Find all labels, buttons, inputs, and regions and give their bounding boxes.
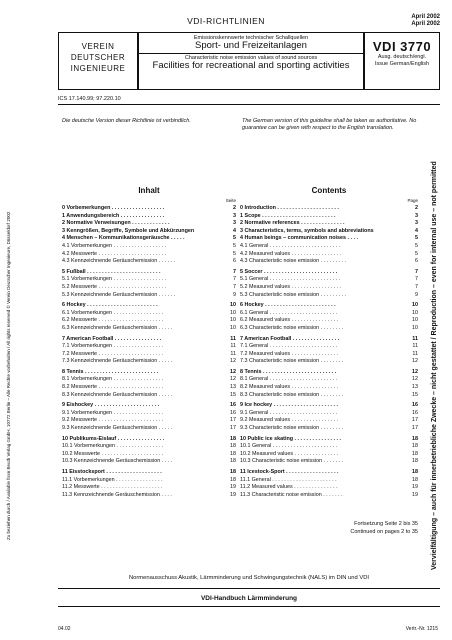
toc-entry[interactable] — [62, 458, 236, 466]
toc-entry-page: 18 — [230, 469, 236, 475]
vdi-name — [59, 33, 137, 74]
toc-entry-title: 11 Eisstocksport . . . . . . . . . . . . . . . . . . . — [62, 469, 162, 475]
toc-entry-page: 18 — [230, 435, 236, 442]
issue-date-de: April 2002 — [411, 14, 440, 20]
title-box — [138, 32, 364, 90]
continuation-en: Continued on pages 2 to 35 — [350, 529, 418, 535]
toc-entry-title: 2 Normative references . . . . . . . . . . . . . . . — [240, 220, 345, 227]
toc-entry[interactable] — [62, 317, 236, 325]
toc-entry-title: 8.3 Characteristic noise emission . . . . . . . . — [240, 391, 344, 398]
copyright-sidebar — [6, 150, 14, 540]
toc-entry[interactable] — [240, 310, 418, 318]
toc-entry[interactable] — [240, 443, 418, 451]
toc-entry-page: 18 — [412, 476, 418, 483]
toc-entry-page: 11 — [412, 350, 418, 357]
toc-entry-title: 9.2 Messwerte . . . . . . . . . . . . . . . . . . . . . . — [62, 417, 163, 424]
reproduction-sidebar — [430, 70, 444, 570]
toc-entry[interactable] — [240, 220, 418, 228]
edition-en: Issue German/English — [374, 61, 430, 67]
toc-entry-title: 7.1 Vorbemerkungen . . . . . . . . . . . . . . . . . — [62, 343, 163, 350]
issue-date-en: April 2002 — [411, 21, 440, 27]
toc-entry-page: 12 — [412, 376, 418, 383]
toc-entry[interactable] — [240, 292, 418, 300]
binding-note-en: The German version of this guideline shall be taken as authoritative. No guarantee can be given with respect to the English translation. — [242, 118, 417, 131]
toc-entry-title: 8 Tennis . . . . . . . . . . . . . . . . . . . . . . . . . — [62, 368, 159, 375]
toc-entry[interactable] — [240, 336, 418, 344]
toc-entry-title: 7.2 Messwerte . . . . . . . . . . . . . . . . . . . . . . — [62, 350, 163, 357]
toc-entry-page: 11 — [230, 350, 236, 357]
toc-entry[interactable] — [240, 384, 418, 392]
toc-entry[interactable] — [62, 343, 236, 351]
toc-entry-page: 10 — [230, 317, 236, 324]
toc-entry[interactable] — [62, 384, 236, 392]
toc-entry-page: 18 — [230, 443, 236, 450]
toc-entry-page: 6 — [415, 258, 418, 265]
toc-entry[interactable] — [62, 351, 236, 359]
toc-entry[interactable] — [240, 302, 418, 310]
toc-entry[interactable] — [240, 325, 418, 333]
toc-entry-page: 2 — [415, 205, 418, 211]
toc-entry[interactable] — [62, 469, 236, 477]
toc-entry[interactable] — [62, 492, 236, 500]
reproduction-text: Vervielfältigung – auch für innerbetriebliche Zwecke – nicht gestattet / Reproduction – even for internal use – not permitted — [431, 161, 438, 570]
toc-entry-title: 3 Characteristics, terms, symbols and abbreviations — [240, 227, 374, 234]
toc-entry[interactable] — [240, 235, 418, 243]
toc-entry-title: 9.1 General . . . . . . . . . . . . . . . . . . . . . . . — [240, 409, 338, 416]
toc-entry-title: 8.1 Vorbemerkungen . . . . . . . . . . . . . . . . . — [62, 376, 163, 383]
toc-entry-title: 9.2 Measured values . . . . . . . . . . . . . . . . — [240, 417, 338, 424]
toc-entry[interactable] — [240, 436, 418, 444]
issue-code: 04.02 — [58, 626, 71, 632]
toc-entry-page: 13 — [230, 384, 236, 391]
toc-entry-title: 10.2 Messwerte . . . . . . . . . . . . . . . . . . . . . — [62, 450, 163, 457]
toc-entry-page: 11 — [412, 343, 418, 350]
toc-entry-page: 9 — [233, 291, 236, 298]
toc-entry-page: 5 — [415, 250, 418, 257]
toc-entry-title: 6.2 Messwerte . . . . . . . . . . . . . . . . . . . . . . — [62, 317, 163, 324]
toc-entry-page: 4 — [233, 227, 236, 234]
toc-entry-title: 6.2 Measured values . . . . . . . . . . . . . . . . — [240, 317, 338, 324]
toc-entry[interactable] — [240, 243, 418, 251]
toc-entry-page: 16 — [230, 402, 236, 409]
page-label-de: Seite — [225, 198, 236, 203]
toc-entry[interactable] — [62, 243, 236, 251]
toc-entry-title: 4.1 General . . . . . . . . . . . . . . . . . . . . . . . . — [240, 242, 341, 249]
toc-entry-page: 12 — [230, 376, 236, 383]
vdi-name-line: INGENIEURE — [70, 64, 126, 73]
toc-entry-page: 10 — [412, 302, 418, 309]
toc-entry-title: 2 Normative Verweisungen . . . . . . . . . . . . . — [62, 220, 170, 227]
continuation-de: Fortsetzung Seite 2 bis 35 — [354, 521, 418, 527]
toc-entry[interactable] — [62, 228, 236, 236]
toc-entry[interactable] — [62, 484, 236, 492]
toc-heading-de: Inhalt — [138, 186, 160, 195]
toc-entry[interactable] — [62, 220, 236, 228]
toc-entry[interactable] — [62, 213, 236, 221]
toc-entry-page: 18 — [230, 458, 236, 465]
toc-entry-title: 10.1 Vorbemerkungen . . . . . . . . . . . . . . . . — [62, 443, 163, 450]
toc-entry-page: 15 — [230, 391, 236, 398]
toc-entry[interactable] — [62, 376, 236, 384]
toc-entry-title: 5.1 Vorbemerkungen . . . . . . . . . . . . . . . . . . — [62, 276, 166, 283]
guideline-number-box — [364, 32, 440, 90]
page-label-en: Page — [407, 198, 418, 203]
toc-entry-page: 7 — [415, 268, 418, 275]
toc-entry-title: 4 Human beings – communication noises . . . . — [240, 235, 359, 242]
toc-entry[interactable] — [240, 343, 418, 351]
toc-entry-page: 13 — [412, 384, 418, 391]
toc-entry-title: 9.1 Vorbemerkungen . . . . . . . . . . . . . . . . . — [62, 409, 163, 416]
toc-entry-page: 19 — [230, 484, 236, 491]
toc-entry[interactable] — [62, 369, 236, 377]
ics-code: ICS 17.140.99; 97.220.10 — [58, 96, 121, 102]
toc-entry-title: 6.1 General . . . . . . . . . . . . . . . . . . . . . . . — [240, 309, 338, 316]
toc-entry-title: 11.2 Messwerte . . . . . . . . . . . . . . . . . . . . . — [62, 484, 163, 491]
title-en: Facilities for recreational and sporting activities — [152, 60, 350, 71]
toc-entry[interactable] — [240, 417, 418, 425]
toc-entry-title: 11.1 Vorbemerkungen . . . . . . . . . . . . . . . . — [62, 476, 163, 483]
toc-entry-title: 7 American Football . . . . . . . . . . . . . . . . — [240, 335, 340, 342]
toc-entry-title: 11 Icestock-Sport . . . . . . . . . . . . . . . . . . — [240, 469, 339, 475]
toc-entry[interactable] — [240, 458, 418, 466]
toc-entry-title: 5.2 Measured values . . . . . . . . . . . . . . . . . — [240, 283, 341, 290]
toc-entry-title: 11.2 Measured values . . . . . . . . . . . . . . . — [240, 484, 338, 491]
toc-entry[interactable] — [62, 284, 236, 292]
toc-entry-page: 11 — [412, 335, 418, 342]
toc-entry-title: 9.3 Characteristic noise emission . . . . . . . . — [240, 425, 344, 432]
divider — [58, 606, 440, 607]
toc-entry-page: 5 — [415, 235, 418, 242]
toc-entry-title: 11.3 Kennzeichnende Geräuschemission . . . . — [62, 491, 172, 498]
toc-entry[interactable] — [62, 258, 236, 266]
toc-entry-title: 6.3 Kennzeichnende Geräuschemission . . . . . — [62, 324, 173, 331]
toc-entry-title: 1 Scope . . . . . . . . . . . . . . . . . . . . . . . . . — [240, 212, 336, 219]
toc-heading-en: Contents — [311, 186, 347, 195]
toc-entry[interactable] — [62, 425, 236, 433]
toc-entry-title: 8.3 Kennzeichnende Geräuschemission . . . . . — [62, 391, 173, 398]
toc-entry-page: 3 — [415, 220, 418, 227]
toc-entry-page: 18 — [412, 450, 418, 457]
toc-entry-page: 18 — [230, 450, 236, 457]
vdi-name-line: DEUTSCHER — [70, 53, 126, 62]
toc-entry-title: 10.1 General . . . . . . . . . . . . . . . . . . . . . . — [240, 443, 338, 450]
toc-entry-title: 10 Publikums-Eislauf . . . . . . . . . . . . . . . . — [62, 435, 165, 442]
toc-entry-page: 7 — [233, 283, 236, 290]
toc-entry-title: 5.3 Kennzeichnende Geräuschemission . . . . . . — [62, 291, 176, 298]
toc-entry[interactable] — [62, 443, 236, 451]
toc-entry[interactable] — [62, 292, 236, 300]
guideline-number: VDI 3770 — [372, 39, 432, 54]
toc-entry-title: 4.3 Characteristic noise emission . . . . . . . . . — [240, 258, 347, 265]
toc-entry[interactable] — [240, 258, 418, 266]
toc-entry[interactable] — [62, 477, 236, 485]
issue-date — [411, 14, 440, 28]
toc-entry[interactable] — [240, 410, 418, 418]
divider — [58, 104, 440, 105]
toc-entry-title: 11.1 General . . . . . . . . . . . . . . . . . . . . . . — [240, 476, 337, 483]
toc-entry-page: 4 — [415, 227, 418, 234]
toc-entry-title: 7.3 Characteristic noise emission . . . . . . . . — [240, 358, 344, 365]
toc-entry[interactable] — [240, 317, 418, 325]
toc-entry[interactable] — [240, 492, 418, 500]
toc-entry-title: 4 Menschen – Kommunikationsgeräusche . . . . . — [62, 235, 185, 242]
toc-entry[interactable] — [240, 392, 418, 400]
toc-entry-title: 8.1 General . . . . . . . . . . . . . . . . . . . . . . . — [240, 376, 338, 383]
toc-entry[interactable] — [62, 302, 236, 310]
toc-entry-title: 11.3 Characteristic noise emission . . . . . . . — [240, 491, 343, 498]
toc-entry-page: 16 — [230, 409, 236, 416]
toc-entry-title: 4.2 Measured values . . . . . . . . . . . . . . . . . — [240, 250, 341, 257]
toc-entry-page: 7 — [233, 268, 236, 275]
handbook-title: VDI-Handbuch Lärmminderung — [200, 595, 298, 602]
toc-entry-page: 10 — [230, 302, 236, 309]
toc-entry-page: 17 — [230, 425, 236, 432]
toc-entry-page: 12 — [412, 358, 418, 365]
toc-entry-title: 6 Hockey . . . . . . . . . . . . . . . . . . . . . . . . — [240, 302, 336, 309]
toc-entry[interactable] — [62, 310, 236, 318]
toc-entry-page: 16 — [412, 402, 418, 409]
series-title: VDI-RICHTLINIEN — [187, 16, 265, 26]
toc-entry-page: 11 — [230, 335, 236, 342]
toc-entry-title: 8 Tennis . . . . . . . . . . . . . . . . . . . . . . . . . — [240, 368, 337, 375]
toc-entry-page: 5 — [233, 250, 236, 257]
toc-entry[interactable] — [62, 417, 236, 425]
toc-entry-page: 17 — [230, 417, 236, 424]
toc-entry-page: 18 — [230, 476, 236, 483]
title-de: Sport- und Freizeitanlagen — [195, 40, 307, 51]
toc-entry[interactable] — [240, 369, 418, 377]
toc-entry[interactable] — [62, 392, 236, 400]
toc-entry-title: 7 American Football . . . . . . . . . . . . . . . . — [62, 335, 162, 342]
toc-entry[interactable] — [62, 251, 236, 259]
toc-list-de — [62, 205, 236, 499]
toc-entry[interactable] — [62, 325, 236, 333]
toc-entry-title: 8.2 Messwerte . . . . . . . . . . . . . . . . . . . . . . — [62, 384, 163, 391]
toc-entry-page: 19 — [412, 491, 418, 498]
toc-entry-title: 6.1 Vorbemerkungen . . . . . . . . . . . . . . . . . — [62, 309, 163, 316]
toc-entry-page: 10 — [412, 324, 418, 331]
edition-de: Ausg. deutsch/engl. — [377, 54, 427, 60]
toc-entry[interactable] — [62, 358, 236, 366]
toc-entry-page: 12 — [230, 368, 236, 375]
continuation-note — [240, 520, 418, 536]
toc-list-en — [240, 205, 418, 499]
toc-entry-title: 6.3 Characteristic noise emission . . . . . . . . — [240, 324, 344, 331]
toc-entry[interactable] — [240, 251, 418, 259]
toc-entry-title: 9 Ice hockey . . . . . . . . . . . . . . . . . . . . . . — [240, 402, 338, 409]
toc-entry-page: 9 — [415, 291, 418, 298]
toc-entry-page: 5 — [233, 242, 236, 249]
toc-entry-title: 1 Anwendungsbereich . . . . . . . . . . . . . . . — [62, 212, 165, 219]
toc-entry-title: 5 Soccer . . . . . . . . . . . . . . . . . . . . . . . . . — [240, 268, 338, 275]
toc-entry-title: 5.2 Messwerte . . . . . . . . . . . . . . . . . . . . . . . — [62, 283, 166, 290]
toc-entry[interactable] — [62, 402, 236, 410]
toc-entry-title: 5.1 General . . . . . . . . . . . . . . . . . . . . . . . . — [240, 276, 341, 283]
toc-entry-title: 10.3 Characteristic noise emission . . . . . . . — [240, 458, 344, 465]
toc-entry[interactable] — [240, 425, 418, 433]
toc-entry[interactable] — [62, 235, 236, 243]
toc-entry-page: 11 — [230, 343, 236, 350]
toc-entry-title: 5.3 Characteristic noise emission . . . . . . . . . — [240, 291, 347, 298]
toc-entry-page: 3 — [233, 212, 236, 219]
binding-note-de: Die deutsche Version dieser Richtlinie ist verbindlich. — [62, 118, 191, 124]
toc-entry-page: 3 — [233, 220, 236, 227]
toc-entry[interactable] — [62, 436, 236, 444]
toc-entry[interactable] — [240, 451, 418, 459]
toc-entry-page: 15 — [412, 391, 418, 398]
toc-entry-page: 18 — [412, 443, 418, 450]
copyright-text: Zu beziehen durch / Available from Beuth Verlag GmbH, 10772 Berlin – Alle Rechte vorbehalten / All rights reserved © Verein Deutscher Ingenieure, Düsseldorf 2002 — [6, 211, 11, 540]
toc-entry-page: 5 — [415, 242, 418, 249]
toc-entry[interactable] — [240, 213, 418, 221]
distribution-number: Vertr.-Nr. 1215 — [405, 626, 438, 632]
toc-entry-title: 5 Fußball . . . . . . . . . . . . . . . . . . . . . . . . . — [62, 268, 161, 275]
toc-entry[interactable] — [240, 402, 418, 410]
subtitle-en: Characteristic noise emission values of sound sources — [139, 53, 363, 61]
toc-entry[interactable] — [240, 269, 418, 277]
toc-entry-title: 9 Eishockey . . . . . . . . . . . . . . . . . . . . . . — [62, 402, 160, 409]
toc-entry-page: 10 — [412, 317, 418, 324]
toc-entry-page: 7 — [415, 276, 418, 283]
toc-entry-page: 12 — [412, 368, 418, 375]
toc-entry-title: 10.3 Kennzeichnende Geräuschemission . . . . — [62, 458, 173, 465]
vdi-logo-box — [58, 32, 138, 90]
toc-entry[interactable] — [240, 484, 418, 492]
standards-committee: Normenausschuss Akustik, Lärmminderung und Schwingungstechnik (NALS) im DIN und VDI — [128, 575, 370, 581]
subtitle-de: Emissionskennwerte technischer Schallquellen — [193, 35, 309, 41]
toc-entry-page: 18 — [412, 458, 418, 465]
toc-entry-page: 18 — [412, 469, 418, 475]
toc-entry[interactable] — [240, 351, 418, 359]
toc-entry[interactable] — [62, 205, 236, 213]
toc-entry-title: 0 Introduction . . . . . . . . . . . . . . . . . . . . . — [240, 205, 339, 211]
toc-entry[interactable] — [240, 469, 418, 477]
toc-entry-title: 7.2 Measured values . . . . . . . . . . . . . . . . — [240, 350, 338, 357]
toc-entry[interactable] — [62, 276, 236, 284]
toc-entry-page: 12 — [230, 358, 236, 365]
toc-entry-title: 10 Public ice skating . . . . . . . . . . . . . . . . — [240, 435, 341, 442]
toc-entry[interactable] — [240, 276, 418, 284]
toc-entry-page: 10 — [230, 309, 236, 316]
toc-entry-page: 17 — [412, 425, 418, 432]
toc-entry-page: 18 — [412, 435, 418, 442]
toc-entry[interactable] — [240, 228, 418, 236]
toc-entry-page: 3 — [415, 212, 418, 219]
toc-entry-title: 6 Hockey . . . . . . . . . . . . . . . . . . . . . . . . — [62, 302, 158, 309]
toc-entry-title: 7.3 Kennzeichnende Geräuschemission . . . . . — [62, 358, 173, 365]
toc-entry[interactable] — [62, 410, 236, 418]
divider — [58, 588, 440, 589]
toc-entry[interactable] — [240, 284, 418, 292]
toc-entry-title: 4.2 Messwerte . . . . . . . . . . . . . . . . . . . . . . . — [62, 250, 166, 257]
toc-entry-title: 4.3 Kennzeichnende Geräuschemission . . . . . . — [62, 258, 176, 265]
toc-entry[interactable] — [240, 205, 418, 213]
toc-entry-page: 17 — [412, 417, 418, 424]
toc-entry-page: 19 — [412, 484, 418, 491]
toc-entry-title: 8.2 Measured values . . . . . . . . . . . . . . . . — [240, 384, 338, 391]
toc-entry-title: 10.2 Measured values . . . . . . . . . . . . . . . — [240, 450, 338, 457]
vdi-name-line: VEREIN — [81, 42, 115, 51]
toc-entry-title: 4.1 Vorbemerkungen . . . . . . . . . . . . . . . . . . — [62, 242, 166, 249]
toc-entry-title: 9.3 Kennzeichnende Geräuschemission . . . . . — [62, 425, 173, 432]
toc-entry-page: 10 — [412, 309, 418, 316]
toc-entry[interactable] — [240, 376, 418, 384]
toc-entry-page: 16 — [412, 409, 418, 416]
toc-entry-page: 6 — [233, 258, 236, 265]
toc-entry-page: 10 — [230, 324, 236, 331]
toc-entry-title: 7.1 General . . . . . . . . . . . . . . . . . . . . . . . — [240, 343, 338, 350]
toc-entry[interactable] — [62, 269, 236, 277]
toc-entry[interactable] — [62, 451, 236, 459]
toc-entry-page: 7 — [233, 276, 236, 283]
toc-entry-title: 0 Vorbemerkungen . . . . . . . . . . . . . . . . . . — [62, 205, 165, 211]
toc-entry-title: 3 Kenngrößen, Begriffe, Symbole und Abkürzungen — [62, 227, 195, 234]
toc-entry[interactable] — [62, 336, 236, 344]
toc-entry-page: 2 — [233, 205, 236, 211]
toc-entry-page: 7 — [415, 283, 418, 290]
toc-entry[interactable] — [240, 358, 418, 366]
toc-entry-page: 5 — [233, 235, 236, 242]
toc-entry-page: 19 — [230, 491, 236, 498]
toc-entry[interactable] — [240, 477, 418, 485]
